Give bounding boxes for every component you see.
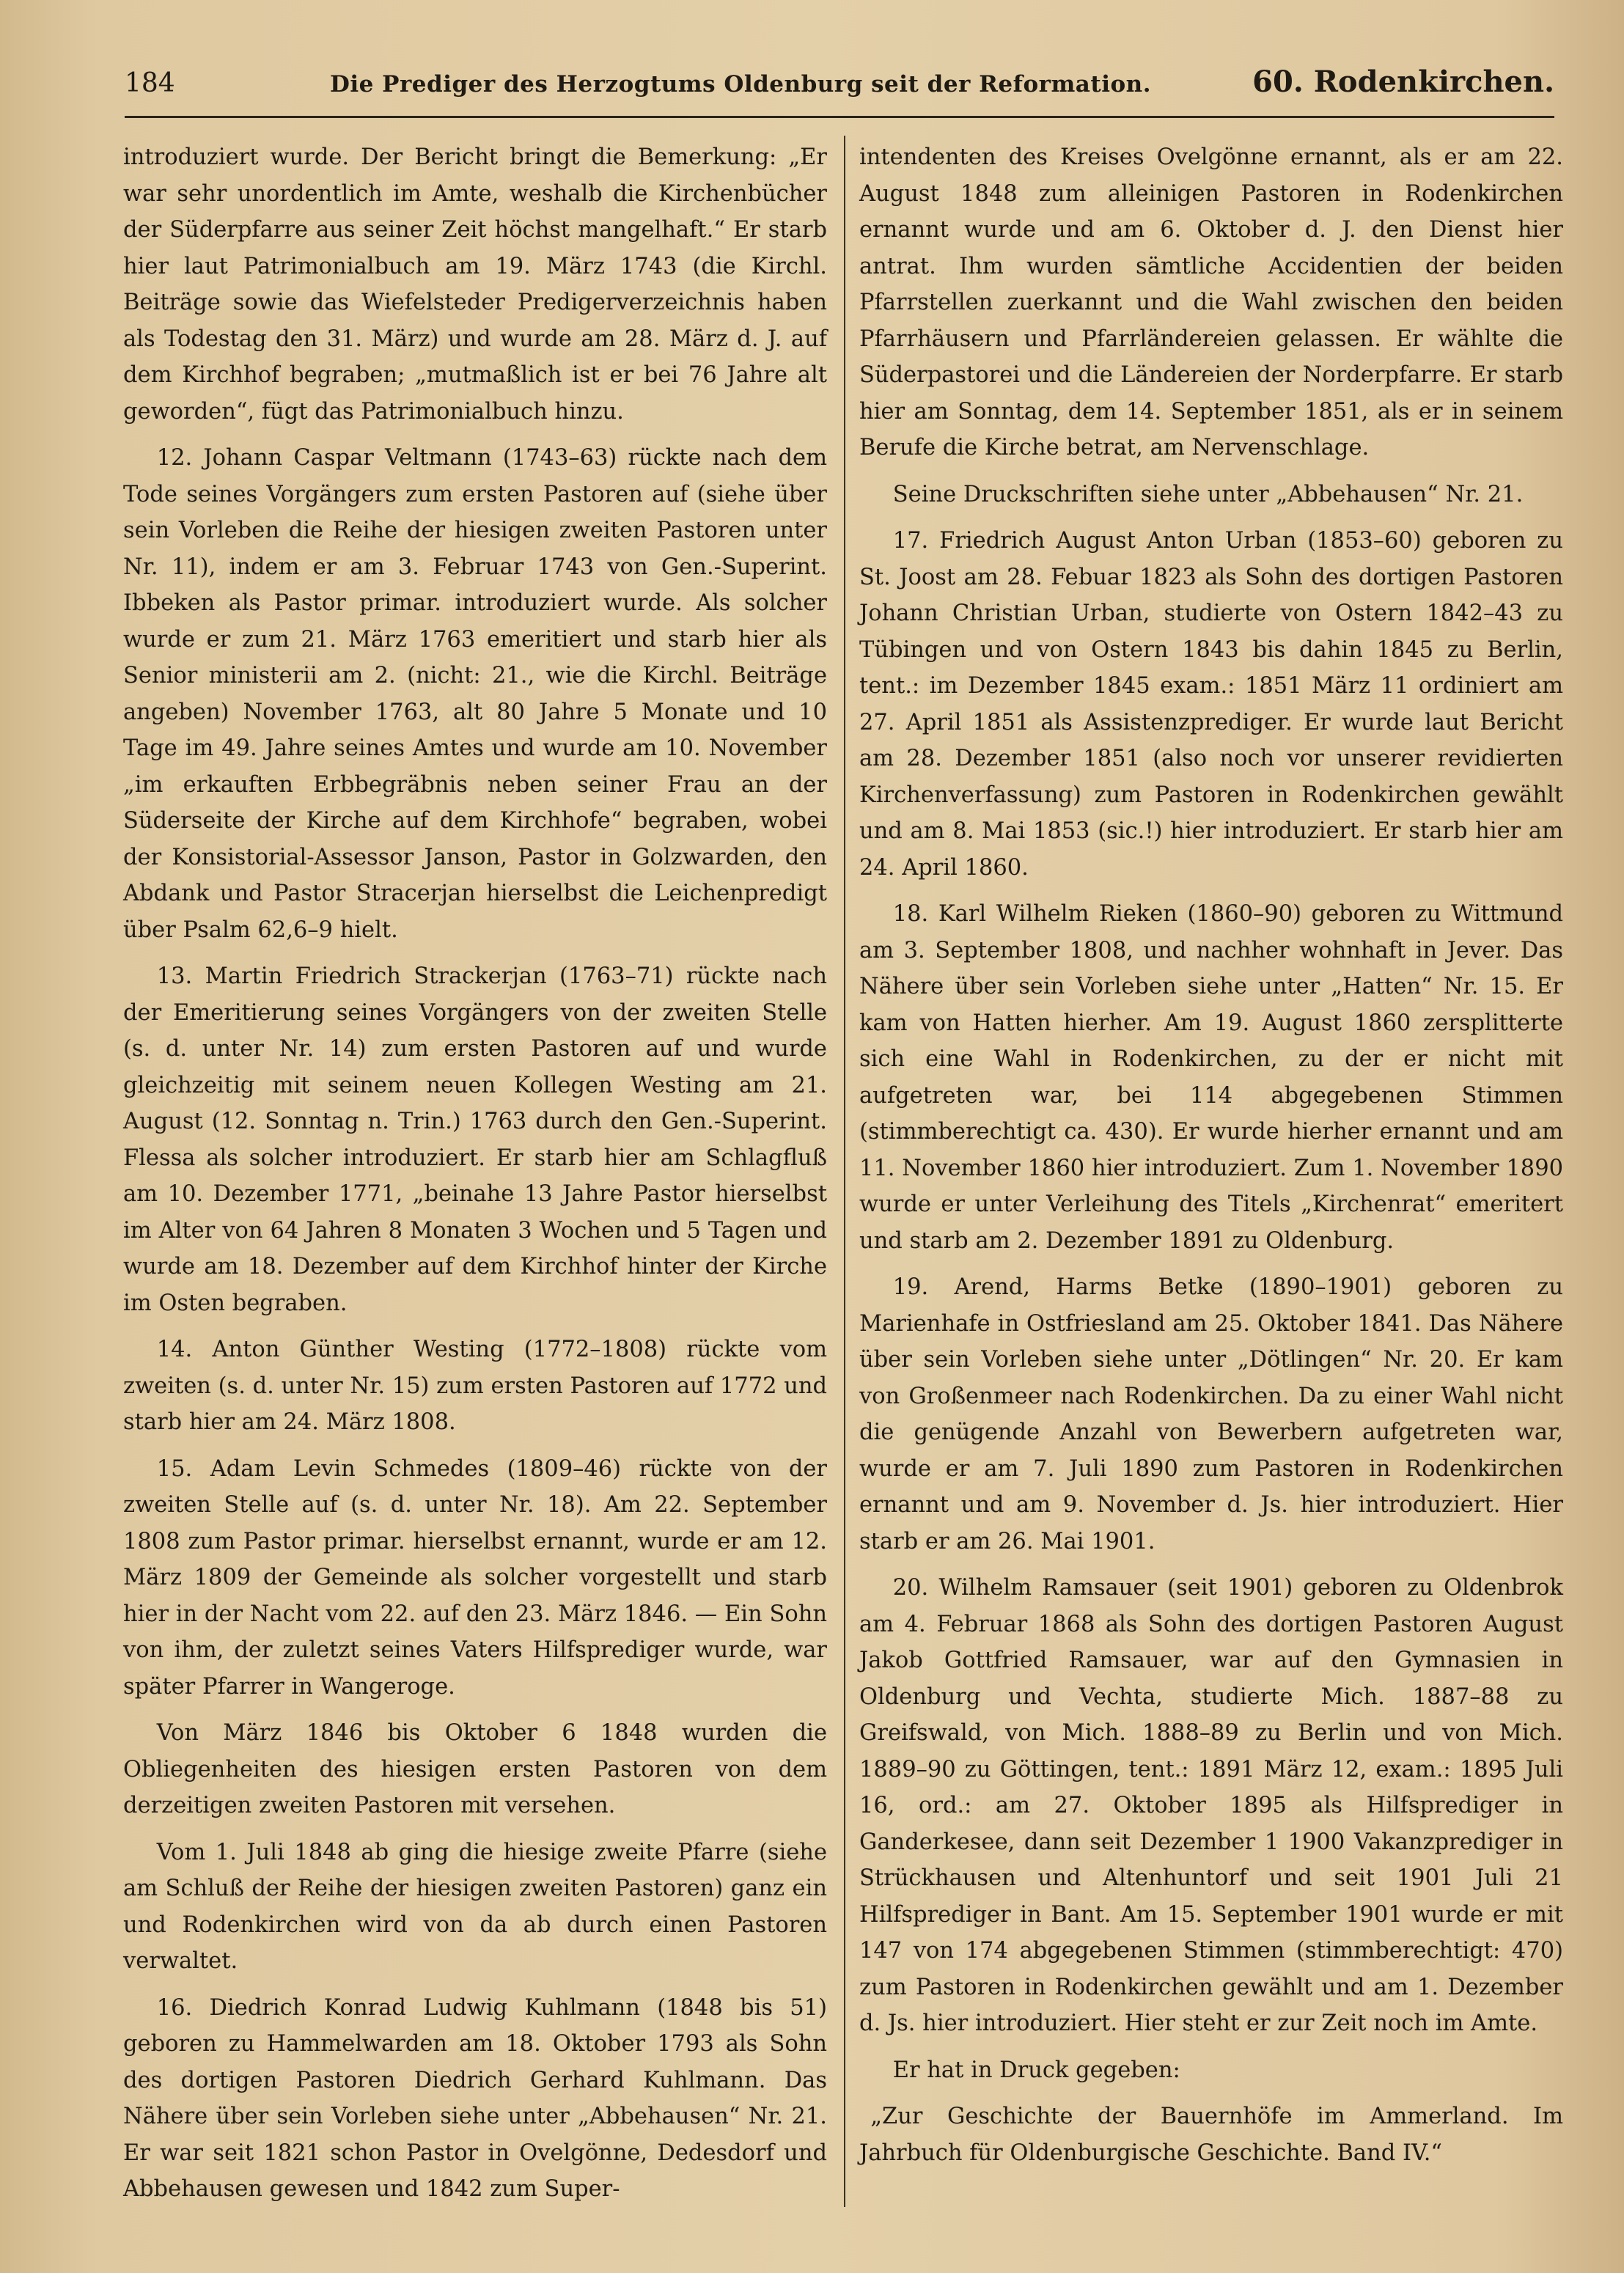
running-title: Die Prediger des Herzogtums Oldenburg seit der Reformation. [329, 71, 1151, 98]
paragraph-publications: Seine Druckschriften siehe unter „Abbehausen“ Nr. 21. [892, 481, 1524, 507]
page-number: 184 [125, 68, 175, 98]
paragraph-quote: „Zur Geschichte der Bauernhöfe im Ammerland. Im Jahrbuch für Oldenburgische Geschichte. Band IV.“ [859, 2104, 1563, 2166]
entry-14-westing: 14. Anton Günther Westing (1772–1808) rückte vom zweiten (s. d. unter Nr. 15) zum ersten Pastoren auf 1772 und starb hier am 24. März 1808. [123, 1337, 827, 1435]
paragraph-continued: introduziert wurde. Der Bericht bringt die Bemerkung: „Er war sehr unordentlich im Amte, weshalb die Kirchenbücher der Süderpfarre aus seiner Zeit höchst mangelhaft.“ Er starb hier laut Patrimonialbuch am 19. März 1743 (die Kirchl. Beiträge sowie das Wiefelsteder Predigerverzeichnis haben als Todestag den 31. März) und wurde am 28. März d. J. auf dem Kirchhof begraben; „mutmaßlich ist er bei 76 Jahre alt geworden“, fügt das Patrimonialbuch hinzu. [123, 144, 827, 425]
entry-15-schmedes: 15. Adam Levin Schmedes (1809–46) rückte von der zweiten Stelle auf (s. d. unter Nr. 18). Am 22. September 1808 zum Pastor primar. hierselbst ernannt, wurde er am 12. März 1809 der Gemeinde als solcher vorgestellt und starb hier in der Nacht vom 22. auf den 23. März 1846. — Ein Sohn von ihm, der zuletzt seines Vaters Hilfsprediger wurde, war später Pfarrer in Wangeroge. [123, 1455, 827, 1700]
column-divider [844, 136, 845, 2207]
entry-12-veltmann: 12. Johann Caspar Veltmann (1743–63) rückte nach dem Tode seines Vorgängers zum ersten Pastoren auf (siehe über sein Vorleben die Reihe der hiesigen zweiten Pastoren unter Nr. 11), indem er am 3. Februar 1743 von Gen.-Superint. Ibbeken als Pastor primar. introduziert wurde. Als solcher wurde er zum 21. März 1763 emeritiert und starb hier als Senior ministerii am 2. (nicht: 21., wie die Kirchl. Beiträge angeben) November 1763, alt 80 Jahre 5 Monate und 10 Tage im 49. Jahre seines Amtes und wurde am 10. November „im erkauften Erbbegräbnis neben seiner Frau an der Süderseite der Kirche auf dem Kirchhofe“ begraben, wobei der Konsistorial-Assessor Janson, Pastor in Golzwarden, den Abdank und Pastor Stracerjan hierselbst die Leichenpredigt über Psalm 62,6–9 hielt. [123, 445, 827, 943]
entry-18-rieken: 18. Karl Wilhelm Rieken (1860–90) geboren zu Wittmund am 3. September 1808, und nachher wohnhaft in Jever. Das Nähere über sein Vorleben siehe unter „Hatten“ Nr. 15. Er kam von Hatten hierher. Am 19. August 1860 zersplitterte sich eine Wahl in Rodenkirchen, zu der er nicht mit aufgetreten war, bei 114 abgegebenen Stimmen (stimmberechtigt ca. 430). Er wurde hierher ernannt und am 11. November 1860 hier introduziert. Zum 1. November 1890 wurde er unter Verleihung des Titels „Kirchenrat“ emeritert und starb am 2. Dezember 1891 zu Oldenburg. [859, 901, 1563, 1254]
running-header [125, 65, 1554, 118]
paragraph-vacancy: Von März 1846 bis Oktober 6 1848 wurden die Obliegenheiten des hiesigen ersten Pastoren von dem derzeitigen zweiten Pastoren mit versehen. [123, 1720, 827, 1818]
left-column [123, 139, 827, 2218]
paragraph-continued-right: intendenten des Kreises Ovelgönne ernannt, als er am 22. August 1848 zum alleinigen Pastoren in Rodenkirchen ernannt wurde und am 6. Oktober d. J. den Dienst hier antrat. Ihm wurden sämtliche Accidentien der beiden Pfarrstellen zuerkannt und die Wahl zwischen den beiden Pfarrhäusern und Pfarrländereien gelassen. Er wählte die Süderpastorei und die Ländereien der Norderpfarre. Er starb hier am Sonntag, dem 14. September 1851, als er in seinem Berufe die Kirche betrat, am Nervenschlage. [859, 144, 1563, 460]
paragraph-printed: Er hat in Druck gegeben: [892, 2057, 1180, 2083]
entry-20-ramsauer: 20. Wilhelm Ramsauer (seit 1901) geboren zu Oldenbrok am 4. Februar 1868 als Sohn des dortigen Pastoren August Jakob Gottfried Ramsauer, war auf den Gymnasien in Oldenburg und Vechta, studierte Mich. 1887–88 zu Greifswald, von Mich. 1888–89 zu Berlin und von Mich. 1889–90 zu Göttingen, tent.: 1891 März 12, exam.: 1895 Juli 16, ord.: am 27. Oktober 1895 als Hilfsprediger in Ganderkesee, dann seit Dezember 1 1900 Vakanzprediger in Strückhausen und Altenhuntorf und seit 1901 Juli 21 Hilfsprediger in Bant. Am 15. September 1901 wurde er mit 147 von 174 abgegebenen Stimmen (stimmberechtigt: 470) zum Pastoren in Rodenkirchen gewählt und am 1. Dezember d. Js. hier introduziert. Hier steht er zur Zeit noch im Amte. [859, 1575, 1563, 2036]
entry-17-urban: 17. Friedrich August Anton Urban (1853–60) geboren zu St. Joost am 28. Febuar 1823 als Sohn des dortigen Pastoren Johann Christian Urban, studierte von Ostern 1842–43 zu Tübingen und von Ostern 1843 bis dahin 1845 zu Berlin, tent.: im Dezember 1845 exam.: 1851 März 11 ordiniert am 27. April 1851 als Assistenzprediger. Er wurde laut Bericht am 28. Dezember 1851 (also noch vor unserer revidierten Kirchenverfassung) zum Pastoren in Rodenkirchen gewählt und am 8. Mai 1853 (sic.!) hier introduziert. Er starb hier am 24. April 1860. [859, 528, 1563, 881]
entry-13-strackerjan: 13. Martin Friedrich Strackerjan (1763–71) rückte nach der Emeritierung seines Vorgängers von der zweiten Stelle (s. d. unter Nr. 14) zum ersten Pastoren auf und wurde gleichzeitig mit seinem neuen Kollegen Westing am 21. August (12. Sonntag n. Trin.) 1763 durch den Gen.-Superint. Flessa als solcher introduziert. Er starb hier am Schlagfluß am 10. Dezember 1771, „beinahe 13 Jahre Pastor hierselbst im Alter von 64 Jahren 8 Monaten 3 Wochen und 5 Tagen und wurde am 18. Dezember auf dem Kirchhof hinter der Kirche im Osten begraben. [123, 963, 827, 1316]
entry-19-betke: 19. Arend, Harms Betke (1890–1901) geboren zu Marienhafe in Ostfriesland am 25. Oktober 1841. Das Nähere über sein Vorleben siehe unter „Dötlingen“ Nr. 20. Er kam von Großenmeer nach Rodenkirchen. Da zu einer Wahl nicht die genügende Anzahl von Bewerbern aufgetreten war, wurde er am 7. Juli 1890 zum Pastoren in Rodenkirchen ernannt und am 9. November d. Js. hier introduziert. Hier starb er am 26. Mai 1901. [859, 1274, 1563, 1554]
paragraph-second-parish: Vom 1. Juli 1848 ab ging die hiesige zweite Pfarre (siehe am Schluß der Reihe der hiesigen zweiten Pastoren) ganz ein und Rodenkirchen wird von da ab durch einen Pastoren verwaltet. [123, 1839, 827, 1974]
right-column [859, 139, 1563, 2181]
entry-16-kuhlmann: 16. Diedrich Konrad Ludwig Kuhlmann (1848 bis 51) geboren zu Hammelwarden am 18. Oktober 1793 als Sohn des dortigen Pastoren Diedrich Gerhard Kuhlmann. Das Nähere über sein Vorleben siehe unter „Abbehausen“ Nr. 21. Er war seit 1821 schon Pastor in Ovelgönne, Dedesdorf und Abbehausen gewesen und 1842 zum Super- [123, 1994, 827, 2202]
section-title: 60. Rodenkirchen. [1252, 65, 1554, 99]
